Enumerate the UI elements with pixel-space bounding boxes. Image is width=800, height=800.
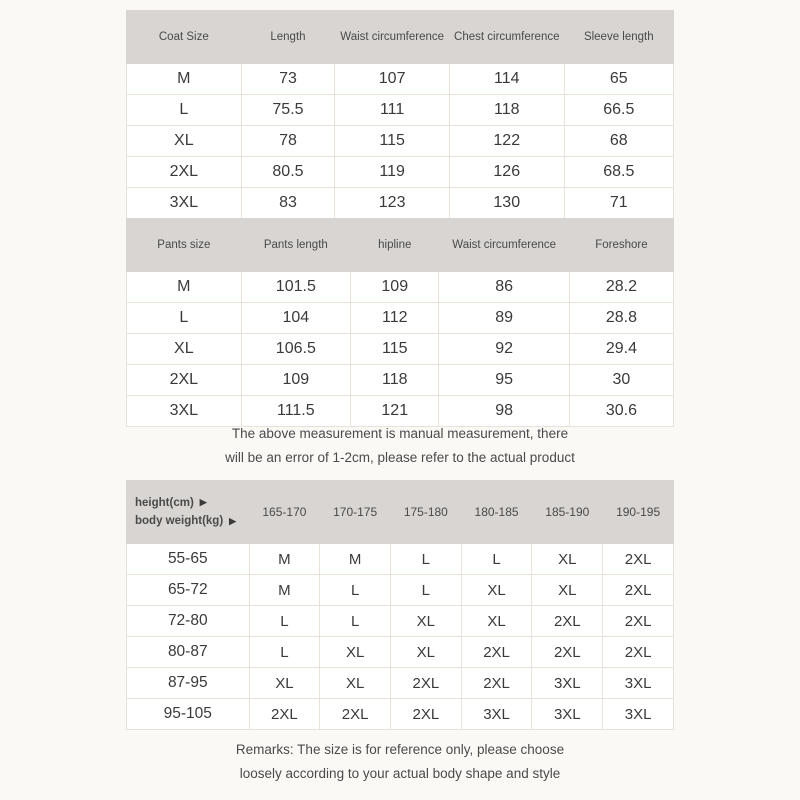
recommend-header-height-range: 175-180 bbox=[390, 481, 461, 544]
pants-cell-foreshore: 29.4 bbox=[569, 334, 673, 365]
coat-cell-length: 73 bbox=[241, 64, 335, 95]
pants-cell-hipline: 112 bbox=[351, 303, 439, 334]
coat-cell-size: 2XL bbox=[127, 157, 242, 188]
table-row bbox=[127, 668, 674, 699]
coat-size-table-container bbox=[126, 10, 674, 219]
recommend-table-body bbox=[127, 544, 674, 730]
recommend-cell-size: XL bbox=[461, 606, 532, 637]
pants-header-cell-foreshore: Foreshore bbox=[569, 219, 673, 272]
coat-cell-length: 78 bbox=[241, 126, 335, 157]
pants-cell-size: 3XL bbox=[127, 396, 242, 427]
recommend-cell-size: 2XL bbox=[390, 668, 461, 699]
recommend-cell-size: 2XL bbox=[603, 575, 674, 606]
recommend-cell-size: 3XL bbox=[461, 699, 532, 730]
coat-cell-sleeve: 68 bbox=[564, 126, 673, 157]
coat-cell-chest: 130 bbox=[449, 188, 564, 219]
pants-cell-foreshore: 28.8 bbox=[569, 303, 673, 334]
coat-cell-chest: 122 bbox=[449, 126, 564, 157]
recommend-cell-size: XL bbox=[461, 575, 532, 606]
recommend-cell-weight: 72-80 bbox=[127, 606, 250, 637]
table-row bbox=[127, 544, 674, 575]
pants-header-cell-length: Pants length bbox=[241, 219, 350, 272]
pants-header-cell-size: Pants size bbox=[127, 219, 242, 272]
coat-header-cell-size: Coat Size bbox=[127, 11, 242, 64]
recommend-cell-weight: 65-72 bbox=[127, 575, 250, 606]
recommend-cell-size: 2XL bbox=[603, 637, 674, 668]
table-row bbox=[127, 606, 674, 637]
pants-size-table-container bbox=[126, 218, 674, 427]
coat-header-cell-sleeve: Sleeve length bbox=[564, 11, 673, 64]
pants-cell-waist: 89 bbox=[439, 303, 569, 334]
recommend-cell-size: L bbox=[320, 606, 391, 637]
recommend-cell-size: 2XL bbox=[461, 637, 532, 668]
pants-table-head bbox=[127, 219, 674, 272]
pants-cell-length: 104 bbox=[241, 303, 350, 334]
recommend-cell-size: XL bbox=[532, 575, 603, 606]
axis-height-label: height(cm) bbox=[135, 496, 194, 509]
recommend-cell-size: 2XL bbox=[532, 606, 603, 637]
pants-cell-length: 106.5 bbox=[241, 334, 350, 365]
recommend-header-height-range: 180-185 bbox=[461, 481, 532, 544]
recommend-cell-size: L bbox=[320, 575, 391, 606]
recommend-cell-weight: 87-95 bbox=[127, 668, 250, 699]
remarks-note bbox=[0, 738, 800, 785]
pants-cell-hipline: 118 bbox=[351, 365, 439, 396]
recommend-cell-size: 2XL bbox=[603, 606, 674, 637]
manual-note-line-1: The above measurement is manual measurement, there bbox=[231, 426, 569, 441]
size-recommendation-table bbox=[126, 480, 674, 730]
recommend-cell-size: M bbox=[249, 544, 320, 575]
pants-size-table bbox=[126, 218, 674, 427]
coat-cell-sleeve: 71 bbox=[564, 188, 673, 219]
recommend-cell-size: M bbox=[320, 544, 391, 575]
recommend-header-height-range: 165-170 bbox=[249, 481, 320, 544]
recommend-table-head bbox=[127, 481, 674, 544]
pants-cell-waist: 98 bbox=[439, 396, 569, 427]
recommend-cell-size: 2XL bbox=[603, 544, 674, 575]
pants-cell-size: XL bbox=[127, 334, 242, 365]
recommend-cell-size: 2XL bbox=[249, 699, 320, 730]
recommend-header-height-range: 170-175 bbox=[320, 481, 391, 544]
axis-weight-label: body weight(kg) bbox=[135, 515, 224, 527]
table-row bbox=[127, 64, 674, 95]
coat-cell-length: 75.5 bbox=[241, 95, 335, 126]
pants-cell-waist: 86 bbox=[439, 272, 569, 303]
pants-cell-length: 109 bbox=[241, 365, 350, 396]
coat-header-cell-chest: Chest circumference bbox=[449, 11, 564, 64]
table-row bbox=[127, 334, 674, 365]
coat-cell-waist: 119 bbox=[335, 157, 450, 188]
coat-table-head bbox=[127, 11, 674, 64]
remarks-line-1: Remarks: The size is for reference only, please choose bbox=[235, 742, 565, 757]
coat-cell-size: XL bbox=[127, 126, 242, 157]
recommend-cell-size: L bbox=[249, 606, 320, 637]
pants-cell-waist: 92 bbox=[439, 334, 569, 365]
recommend-cell-size: XL bbox=[532, 544, 603, 575]
pants-cell-foreshore: 30 bbox=[569, 365, 673, 396]
axis-legend-cell bbox=[127, 481, 250, 544]
coat-cell-sleeve: 65 bbox=[564, 64, 673, 95]
coat-cell-waist: 107 bbox=[335, 64, 450, 95]
pants-cell-hipline: 115 bbox=[351, 334, 439, 365]
table-row bbox=[127, 95, 674, 126]
recommend-cell-size: L bbox=[390, 575, 461, 606]
coat-cell-chest: 114 bbox=[449, 64, 564, 95]
pants-cell-length: 101.5 bbox=[241, 272, 350, 303]
coat-size-table bbox=[126, 10, 674, 219]
manual-measurement-note bbox=[0, 422, 800, 469]
recommend-cell-weight: 95-105 bbox=[127, 699, 250, 730]
pants-cell-waist: 95 bbox=[439, 365, 569, 396]
pants-header-cell-waist: Waist circumference bbox=[439, 219, 569, 272]
recommend-cell-size: M bbox=[249, 575, 320, 606]
recommend-cell-weight: 80-87 bbox=[127, 637, 250, 668]
coat-table-body bbox=[127, 64, 674, 219]
table-row bbox=[127, 365, 674, 396]
recommend-cell-size: XL bbox=[390, 637, 461, 668]
coat-header-row bbox=[127, 11, 674, 64]
pants-cell-size: L bbox=[127, 303, 242, 334]
recommend-cell-weight: 55-65 bbox=[127, 544, 250, 575]
recommend-cell-size: 2XL bbox=[461, 668, 532, 699]
coat-cell-waist: 123 bbox=[335, 188, 450, 219]
axis-weight-row bbox=[135, 512, 249, 530]
pants-cell-hipline: 121 bbox=[351, 396, 439, 427]
table-row bbox=[127, 157, 674, 188]
remarks-line-2: loosely according to your actual body shape and style bbox=[239, 765, 561, 781]
recommend-header-height-range: 185-190 bbox=[532, 481, 603, 544]
recommend-cell-size: XL bbox=[249, 668, 320, 699]
pants-cell-foreshore: 28.2 bbox=[569, 272, 673, 303]
coat-cell-sleeve: 66.5 bbox=[564, 95, 673, 126]
arrow-right-icon: ▶ bbox=[229, 515, 237, 526]
table-row bbox=[127, 272, 674, 303]
coat-cell-chest: 118 bbox=[449, 95, 564, 126]
table-row bbox=[127, 699, 674, 730]
arrow-right-icon: ▶ bbox=[199, 497, 207, 508]
recommend-cell-size: 2XL bbox=[320, 699, 391, 730]
manual-note-line-2: will be an error of 1-2cm, please refer to the actual product bbox=[225, 449, 575, 465]
coat-header-cell-length: Length bbox=[241, 11, 335, 64]
table-row bbox=[127, 575, 674, 606]
coat-cell-sleeve: 68.5 bbox=[564, 157, 673, 188]
pants-header-cell-hipline: hipline bbox=[351, 219, 439, 272]
recommend-header-height-range: 190-195 bbox=[603, 481, 674, 544]
table-row bbox=[127, 637, 674, 668]
recommend-cell-size: XL bbox=[320, 668, 391, 699]
coat-cell-length: 83 bbox=[241, 188, 335, 219]
axis-height-row bbox=[135, 494, 249, 512]
pants-cell-size: 2XL bbox=[127, 365, 242, 396]
recommend-cell-size: 2XL bbox=[390, 699, 461, 730]
pants-cell-hipline: 109 bbox=[351, 272, 439, 303]
recommend-cell-size: L bbox=[390, 544, 461, 575]
recommend-cell-size: 2XL bbox=[532, 637, 603, 668]
coat-cell-size: L bbox=[127, 95, 242, 126]
coat-cell-waist: 115 bbox=[335, 126, 450, 157]
coat-cell-length: 80.5 bbox=[241, 157, 335, 188]
recommend-cell-size: L bbox=[461, 544, 532, 575]
pants-cell-size: M bbox=[127, 272, 242, 303]
table-row bbox=[127, 188, 674, 219]
recommend-cell-size: 3XL bbox=[532, 699, 603, 730]
coat-cell-waist: 111 bbox=[335, 95, 450, 126]
coat-cell-chest: 126 bbox=[449, 157, 564, 188]
recommend-cell-size: L bbox=[249, 637, 320, 668]
recommend-cell-size: 3XL bbox=[603, 699, 674, 730]
recommend-cell-size: XL bbox=[320, 637, 391, 668]
coat-cell-size: M bbox=[127, 64, 242, 95]
pants-cell-length: 111.5 bbox=[241, 396, 350, 427]
recommend-cell-size: XL bbox=[390, 606, 461, 637]
pants-header-row bbox=[127, 219, 674, 272]
pants-cell-foreshore: 30.6 bbox=[569, 396, 673, 427]
recommend-header-row bbox=[127, 481, 674, 544]
size-recommendation-table-container bbox=[126, 480, 674, 730]
table-row bbox=[127, 303, 674, 334]
coat-cell-size: 3XL bbox=[127, 188, 242, 219]
coat-header-cell-waist: Waist circumference bbox=[335, 11, 450, 64]
recommend-cell-size: 3XL bbox=[603, 668, 674, 699]
recommend-cell-size: 3XL bbox=[532, 668, 603, 699]
pants-table-body bbox=[127, 272, 674, 427]
table-row bbox=[127, 126, 674, 157]
